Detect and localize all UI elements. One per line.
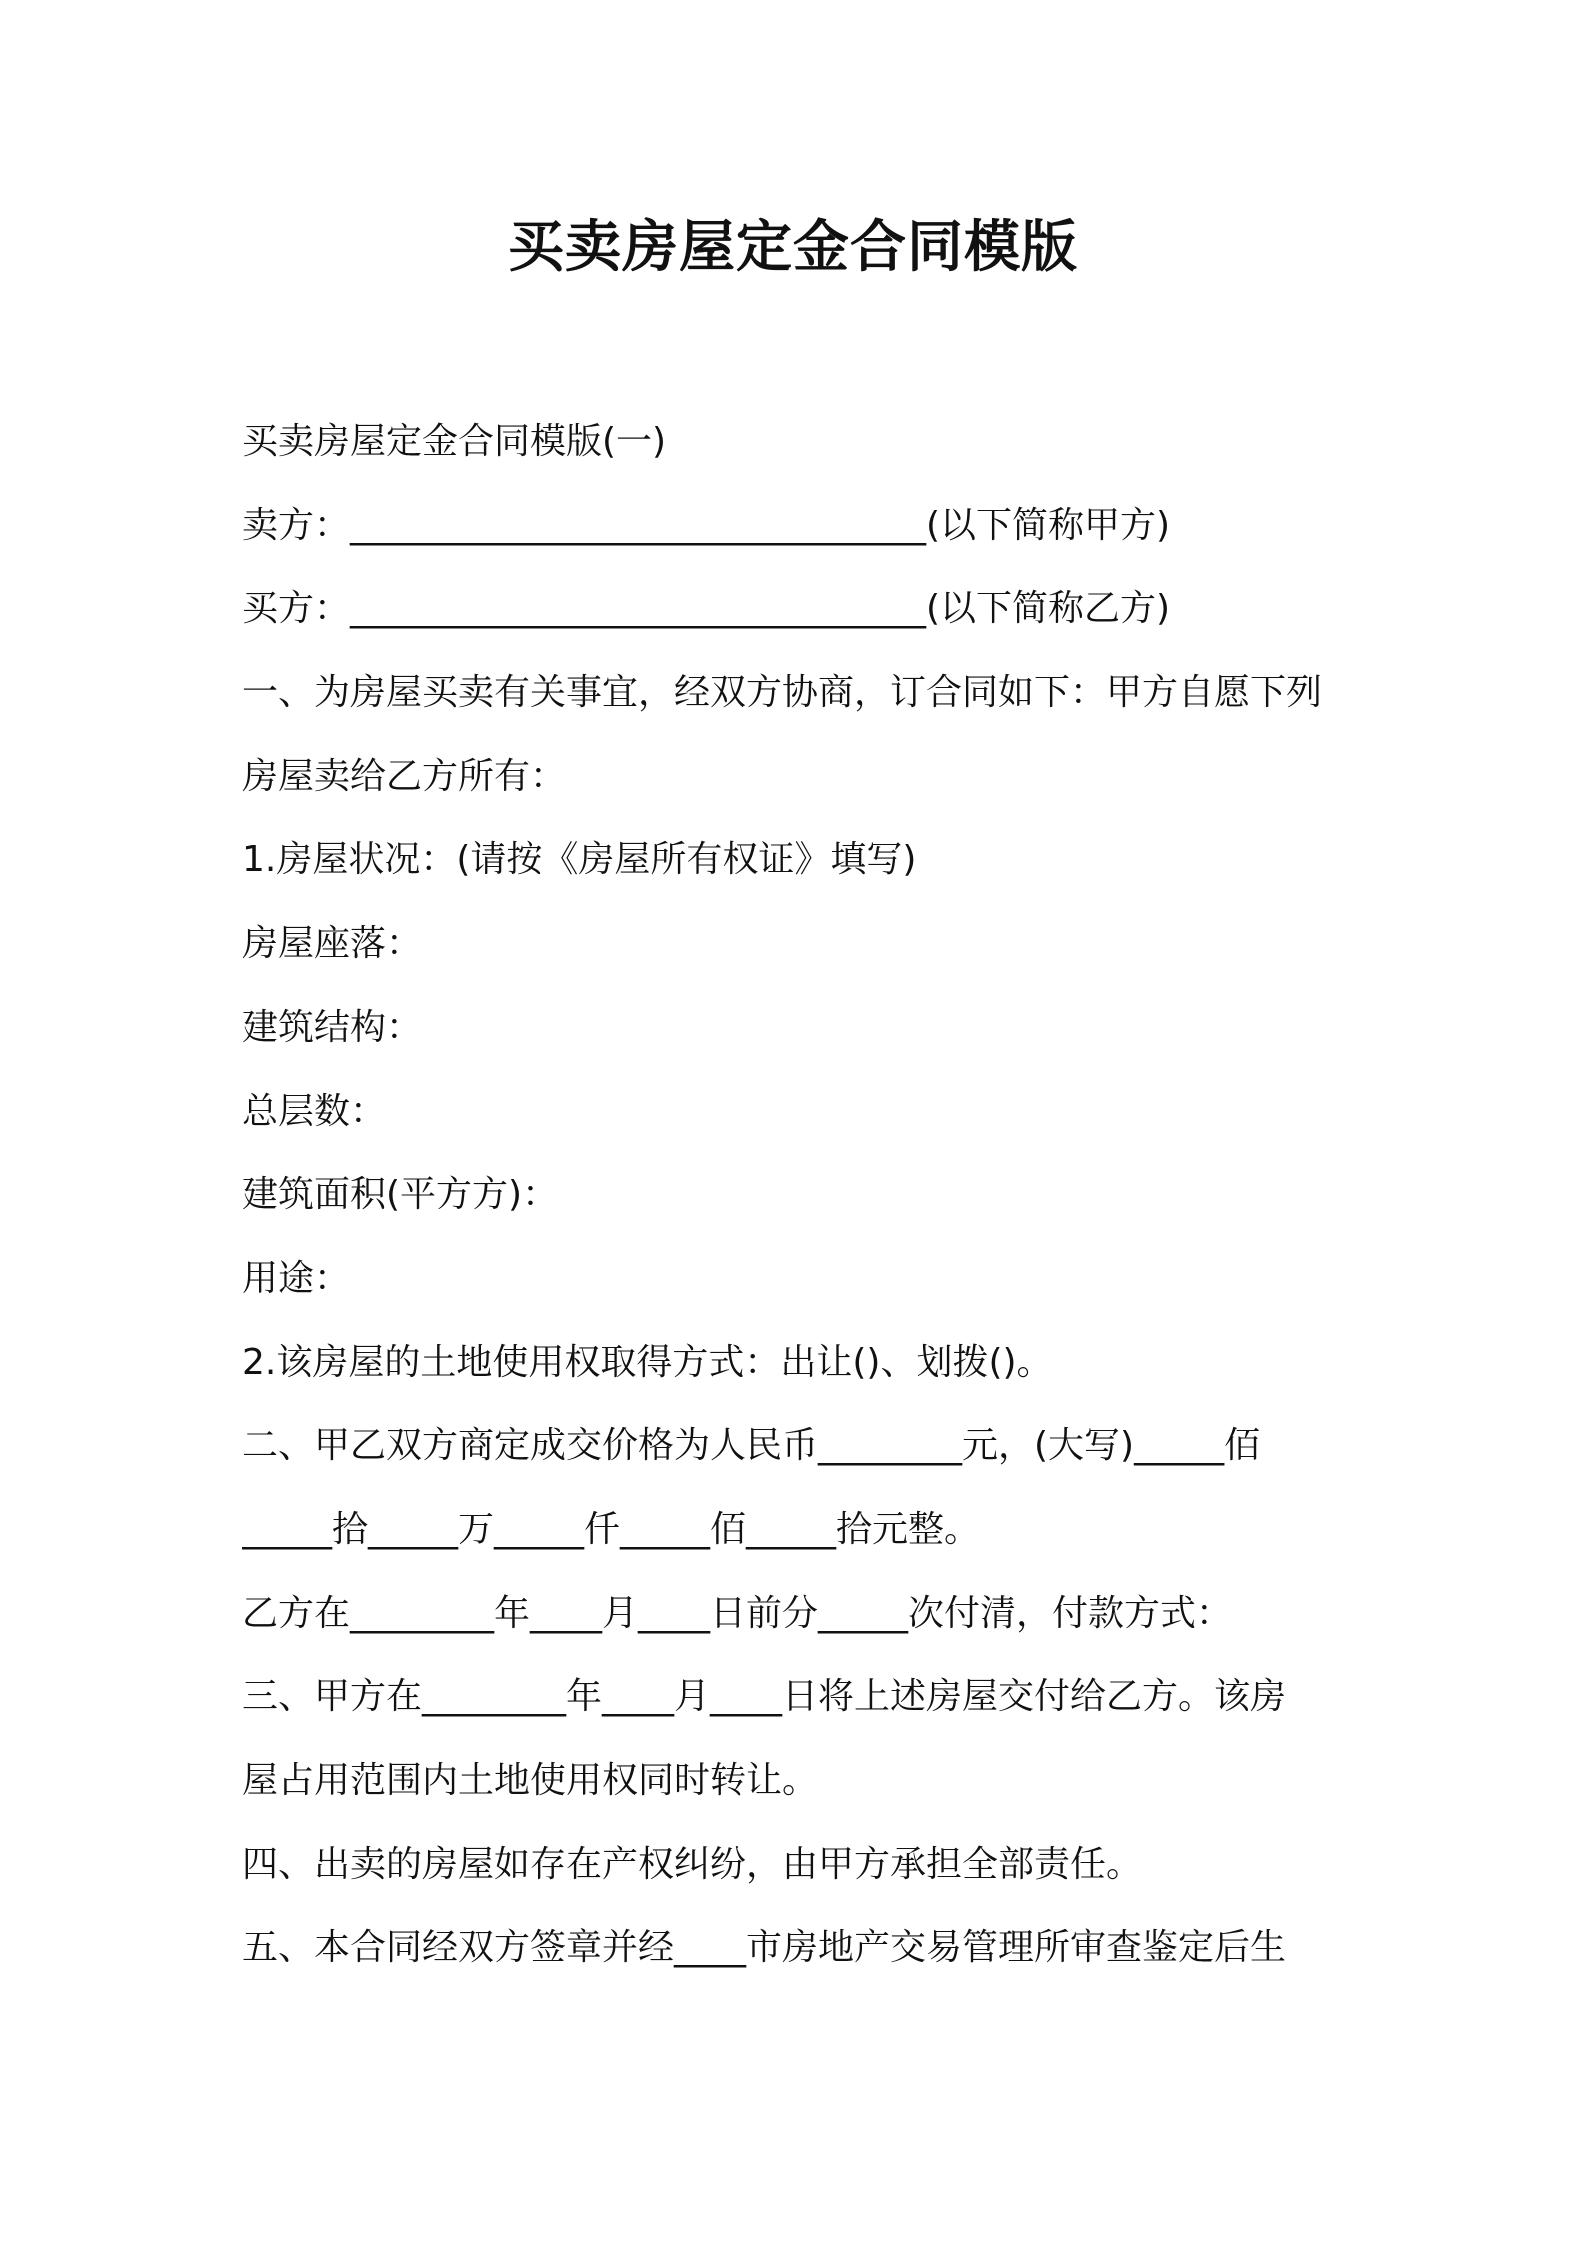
building-area-field: 建筑面积(平方方)：	[242, 1174, 559, 1216]
usage-field: 用途：	[242, 1257, 351, 1299]
seller-line: 卖方：________________________________(以下简称甲方)	[242, 504, 1171, 546]
land-use-right-line: 2.该房屋的土地使用权取得方式：出让()、划拨()。	[242, 1341, 1053, 1383]
payment-line: 乙方在________年____月____日前分_____次付清，付款方式：	[242, 1592, 1233, 1634]
clause-3-line-2: 屋占用范围内土地使用权同时转让。	[242, 1760, 819, 1801]
document-body	[242, 400, 1362, 1990]
house-status-heading: 1.房屋状况：(请按《房屋所有权证》填写)	[242, 839, 917, 881]
building-structure-field: 建筑结构：	[242, 1006, 423, 1048]
document-title: 买卖房屋定金合同模版	[508, 215, 1078, 280]
clause-1-line-1: 一、为房屋买卖有关事宜，经双方协商，订合同如下：甲方自愿下列	[242, 672, 1323, 714]
clause-3-line-1: 三、甲方在________年____月____日将上述房屋交付给乙方。该房	[242, 1676, 1287, 1718]
house-location-field: 房屋座落：	[242, 923, 423, 965]
subtitle-line: 买卖房屋定金合同模版(一)	[242, 421, 667, 462]
clause-2-line-2: _____拾_____万_____仟_____佰_____拾元整。	[242, 1508, 981, 1550]
buyer-line: 买方：________________________________(以下简称乙方)	[242, 588, 1171, 630]
total-floors-field: 总层数：	[242, 1090, 387, 1132]
clause-4-line: 四、出卖的房屋如存在产权纠纷，由甲方承担全部责任。	[242, 1843, 1143, 1885]
clause-2-line-1: 二、甲乙双方商定成交价格为人民币________元，(大写)_____佰	[242, 1425, 1261, 1467]
clause-1-line-2: 房屋卖给乙方所有：	[242, 755, 567, 797]
clause-5-line: 五、本合同经双方签章并经____市房地产交易管理所审查鉴定后生	[242, 1927, 1287, 1969]
